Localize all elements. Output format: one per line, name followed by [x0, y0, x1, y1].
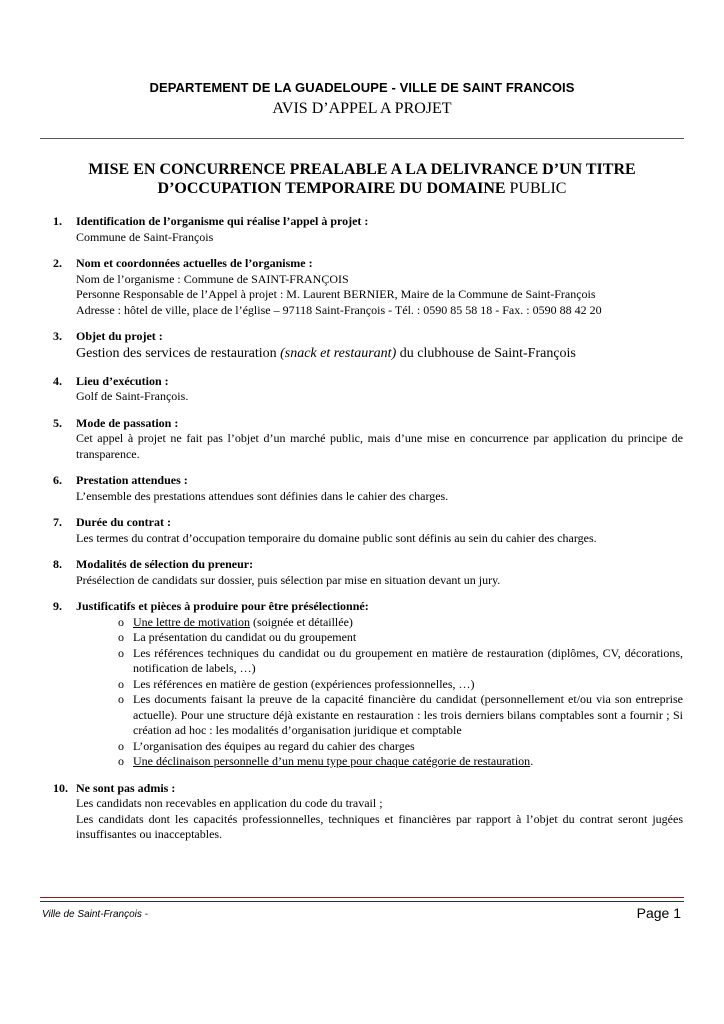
section-heading: Durée du contrat : — [76, 515, 171, 529]
bullet-marker: o — [118, 692, 124, 706]
list-item — [76, 739, 683, 755]
section-heading: Objet du projet : — [76, 329, 163, 343]
section-number: 9. — [53, 599, 62, 613]
list-item — [76, 615, 683, 631]
section-text: Les candidats non recevables en application du code du travail ; — [76, 796, 383, 810]
sections-list — [0, 214, 724, 854]
page-number: Page 1 — [636, 905, 681, 921]
section-heading: Nom et coordonnées actuelles de l’organisme : — [76, 256, 313, 270]
section-4 — [0, 374, 724, 405]
section-5 — [0, 416, 724, 463]
section-number: 4. — [53, 373, 62, 388]
list-item — [76, 692, 683, 739]
section-heading: Lieu d’exécution : — [76, 373, 169, 388]
list-item-text: Les références techniques du candidat ou du groupement en matière de restauration (diplômes, CV, décorations, notification de labels, …) — [133, 645, 683, 675]
list-item — [76, 646, 683, 677]
section-text: L’ensemble des prestations attendues sont définies dans le cahier des charges. — [76, 488, 449, 503]
list-item-text: La présentation du candidat ou du groupement — [133, 630, 357, 644]
section-number: 6. — [53, 473, 62, 487]
organisation-name: Nom de l’organisme : Commune de SAINT-FRANÇOIS — [76, 271, 349, 286]
bullet-marker: o — [118, 754, 124, 768]
section-number: 3. — [53, 329, 62, 343]
list-item — [76, 677, 683, 693]
section-text: Les termes du contrat d’occupation temporaire du domaine public sont définis au sein du cahier des charges. — [76, 530, 597, 545]
section-number: 5. — [53, 415, 62, 430]
bullet-marker: o — [118, 676, 124, 691]
footer-divider — [40, 897, 684, 898]
document-title — [40, 160, 684, 198]
section-heading: Mode de passation : — [76, 415, 179, 430]
section-number: 8. — [53, 557, 62, 571]
list-item-underlined: Une déclinaison personnelle d’un menu type pour chaque catégorie de restauration — [133, 754, 531, 768]
bullet-marker: o — [118, 614, 124, 629]
section-8 — [0, 557, 724, 588]
section-number: 1. — [53, 214, 62, 228]
section-heading: Modalités de sélection du preneur: — [76, 557, 254, 571]
list-item-text: L’organisation des équipes au regard du cahier des charges — [133, 738, 415, 753]
section-2 — [0, 256, 724, 318]
section-1 — [0, 214, 724, 245]
project-object-post: du clubhouse de Saint-François — [396, 345, 576, 361]
section-6 — [0, 473, 724, 504]
section-number: 2. — [53, 256, 62, 270]
section-heading: Identification de l’organisme qui réalise l’appel à projet : — [76, 214, 369, 228]
project-object-pre: Gestion des services de restauration — [76, 345, 281, 361]
address-line: Adresse : hôtel de ville, place de l’église – 97118 Saint-François - Tél. : 0590 85 58 18 - Fax. : 0590 88 42 20 — [76, 302, 602, 317]
title-line-2-bold: D’OCCUPATION TEMPORAIRE DU DOMAINE — [157, 180, 506, 197]
section-text: Commune de Saint-François — [76, 229, 214, 244]
section-10 — [0, 781, 724, 843]
section-text: Cet appel à projet ne fait pas l’objet d’un marché public, mais d’une mise en concurrence par application du principe de transparence. — [76, 431, 683, 461]
department-header: DEPARTEMENT DE LA GUADELOUPE - VILLE DE SAINT FRANCOIS — [149, 80, 575, 95]
bullet-marker: o — [118, 630, 124, 644]
section-text: Les candidats dont les capacités professionnelles, techniques et financières par rapport à l’objet du contrat seront jugées insuffisantes ou inacceptables. — [76, 811, 683, 841]
list-item-text: Les références en matière de gestion (expériences professionnelles, …) — [133, 676, 475, 691]
section-heading: Justificatifs et pièces à produire pour être présélectionné: — [76, 599, 369, 613]
section-text: Présélection de candidats sur dossier, puis sélection par mise en situation devant un jury. — [76, 572, 501, 587]
bullet-marker: o — [118, 645, 124, 660]
project-object — [76, 345, 683, 363]
section-text: Golf de Saint-François. — [76, 389, 189, 403]
section-heading: Ne sont pas admis : — [76, 780, 176, 795]
footer-city: Ville de Saint-François - — [42, 909, 148, 920]
section-3 — [0, 329, 724, 363]
list-item — [76, 754, 683, 770]
section-number: 7. — [53, 515, 62, 529]
list-item-text: Les documents faisant la preuve de la capacité financière du candidat (personnellement et/ou via son entreprise actuelle). Pour une structure déjà existante en restauration : les trois derniers bilans comptables sont a fournir ; Si création ad hoc : les modalités d’organisation juridique et comptable — [133, 692, 683, 737]
section-heading: Prestation attendues : — [76, 473, 188, 487]
section-number: 10. — [53, 780, 68, 795]
list-item-underlined: Une lettre de motivation — [133, 614, 250, 629]
title-line-2-normal: PUBLIC — [505, 180, 567, 197]
bullet-marker: o — [118, 738, 124, 753]
section-9 — [0, 599, 724, 770]
list-item-text: . — [530, 754, 534, 768]
footer-divider-secondary — [40, 901, 684, 902]
section-7 — [0, 515, 724, 546]
list-item-text: (soignée et détaillée) — [249, 614, 353, 629]
title-line-2 — [40, 179, 684, 198]
notice-subtitle: AVIS D’APPEL A PROJET — [272, 100, 452, 117]
list-item — [76, 630, 683, 646]
header-divider — [40, 138, 684, 139]
required-documents-list — [76, 615, 683, 770]
title-line-1: MISE EN CONCURRENCE PREALABLE A LA DELIVRANCE D’UN TITRE — [88, 161, 636, 178]
responsible-person: Personne Responsable de l’Appel à projet : M. Laurent BERNIER, Maire de la Commune de Saint-François — [76, 287, 596, 301]
project-object-italic: (snack et restaurant) — [280, 345, 397, 361]
